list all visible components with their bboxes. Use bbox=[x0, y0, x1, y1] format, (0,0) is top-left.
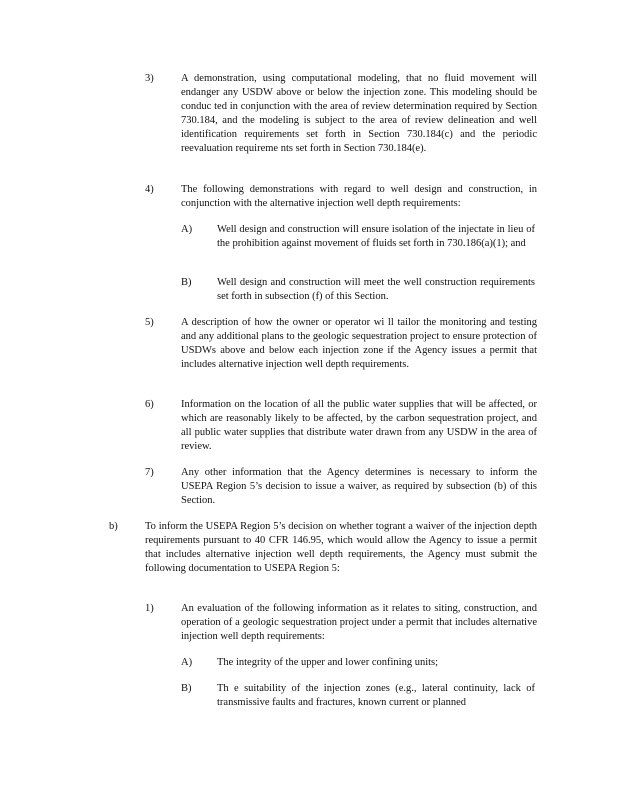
item-text: Well design and construction will ensure isolation of the injectate in lieu of the prohibition against movement of fluids set forth in 730.186(a)(1); and bbox=[217, 224, 535, 249]
item-text: Th e suitability of the injection zones (e.g., lateral continuity, lack of transmissive faults and fractures, known current or planned bbox=[217, 683, 535, 708]
list-item-4b bbox=[181, 276, 536, 304]
item-marker: 4) bbox=[145, 184, 154, 195]
item-marker: B) bbox=[181, 277, 192, 288]
item-marker: 6) bbox=[145, 399, 154, 410]
list-item-6 bbox=[145, 398, 540, 454]
list-item-b1a bbox=[181, 656, 536, 670]
list-item-4a bbox=[181, 223, 536, 265]
item-marker: 5) bbox=[145, 317, 154, 328]
item-text: A demonstration, using computational modeling, that no fluid movement will endanger any USDW above or below the injection zone. This modeling should be conduc ted in conjunction with the area of review determination required by Section 730.184, and the modeling is subject to the area of review delineation and well identification requirements set forth in Section 730.184(c) and the periodic reevaluation requireme nts set forth in Section 730.184(e). bbox=[181, 73, 537, 154]
list-item-3 bbox=[145, 72, 540, 170]
item-text: Well design and construction will meet the well construction requirements set forth in subsection (f) of this Section. bbox=[217, 277, 535, 302]
list-item-b bbox=[109, 520, 540, 590]
item-text: An evaluation of the following information as it relates to siting, construction, and operation of a geologic sequestration project under a permit that includes alternative injection well depth requirements: bbox=[181, 603, 537, 642]
item-marker: b) bbox=[109, 521, 118, 532]
item-text: Any other information that the Agency determines is necessary to inform the USEPA Region 5’s decision to issue a waiver, as required by subsection (b) of this Section. bbox=[181, 467, 537, 506]
list-item-b1b bbox=[181, 682, 536, 710]
item-text: Information on the location of all the public water supplies that will be affected, or which are reasonably likely to be affected, by the carbon sequestration project, and all public water supplies that distribute water drawn from any USDW in the area of review. bbox=[181, 399, 537, 452]
item-marker: 7) bbox=[145, 467, 154, 478]
list-item-5 bbox=[145, 316, 540, 386]
list-item-4 bbox=[145, 183, 540, 211]
item-marker: 3) bbox=[145, 73, 154, 84]
list-item-7 bbox=[145, 466, 540, 508]
item-marker: 1) bbox=[145, 603, 154, 614]
item-marker: B) bbox=[181, 683, 192, 694]
item-text: A description of how the owner or operator wi ll tailor the monitoring and testing and any additional plans to the geologic sequestration project to ensure protection of USDWs above and below each injection zone if the Agency issues a permit that includes alternative injection well depth requirements. bbox=[181, 317, 537, 370]
item-text: The integrity of the upper and lower confining units; bbox=[217, 657, 439, 668]
item-marker: A) bbox=[181, 224, 193, 235]
item-text: The following demonstrations with regard to well design and construction, in conjunction with the alternative injection well depth requirements: bbox=[181, 184, 537, 209]
list-item-b1 bbox=[145, 602, 540, 644]
item-marker: A) bbox=[181, 657, 193, 668]
item-text: To inform the USEPA Region 5’s decision on whether togrant a waiver of the injection depth requirements pursuant to 40 CFR 146.95, which would allow the Agency to issue a permit that includes alternative injection well depth requirements, the Agency must submit the following documentation to USEPA Region 5: bbox=[145, 521, 537, 574]
